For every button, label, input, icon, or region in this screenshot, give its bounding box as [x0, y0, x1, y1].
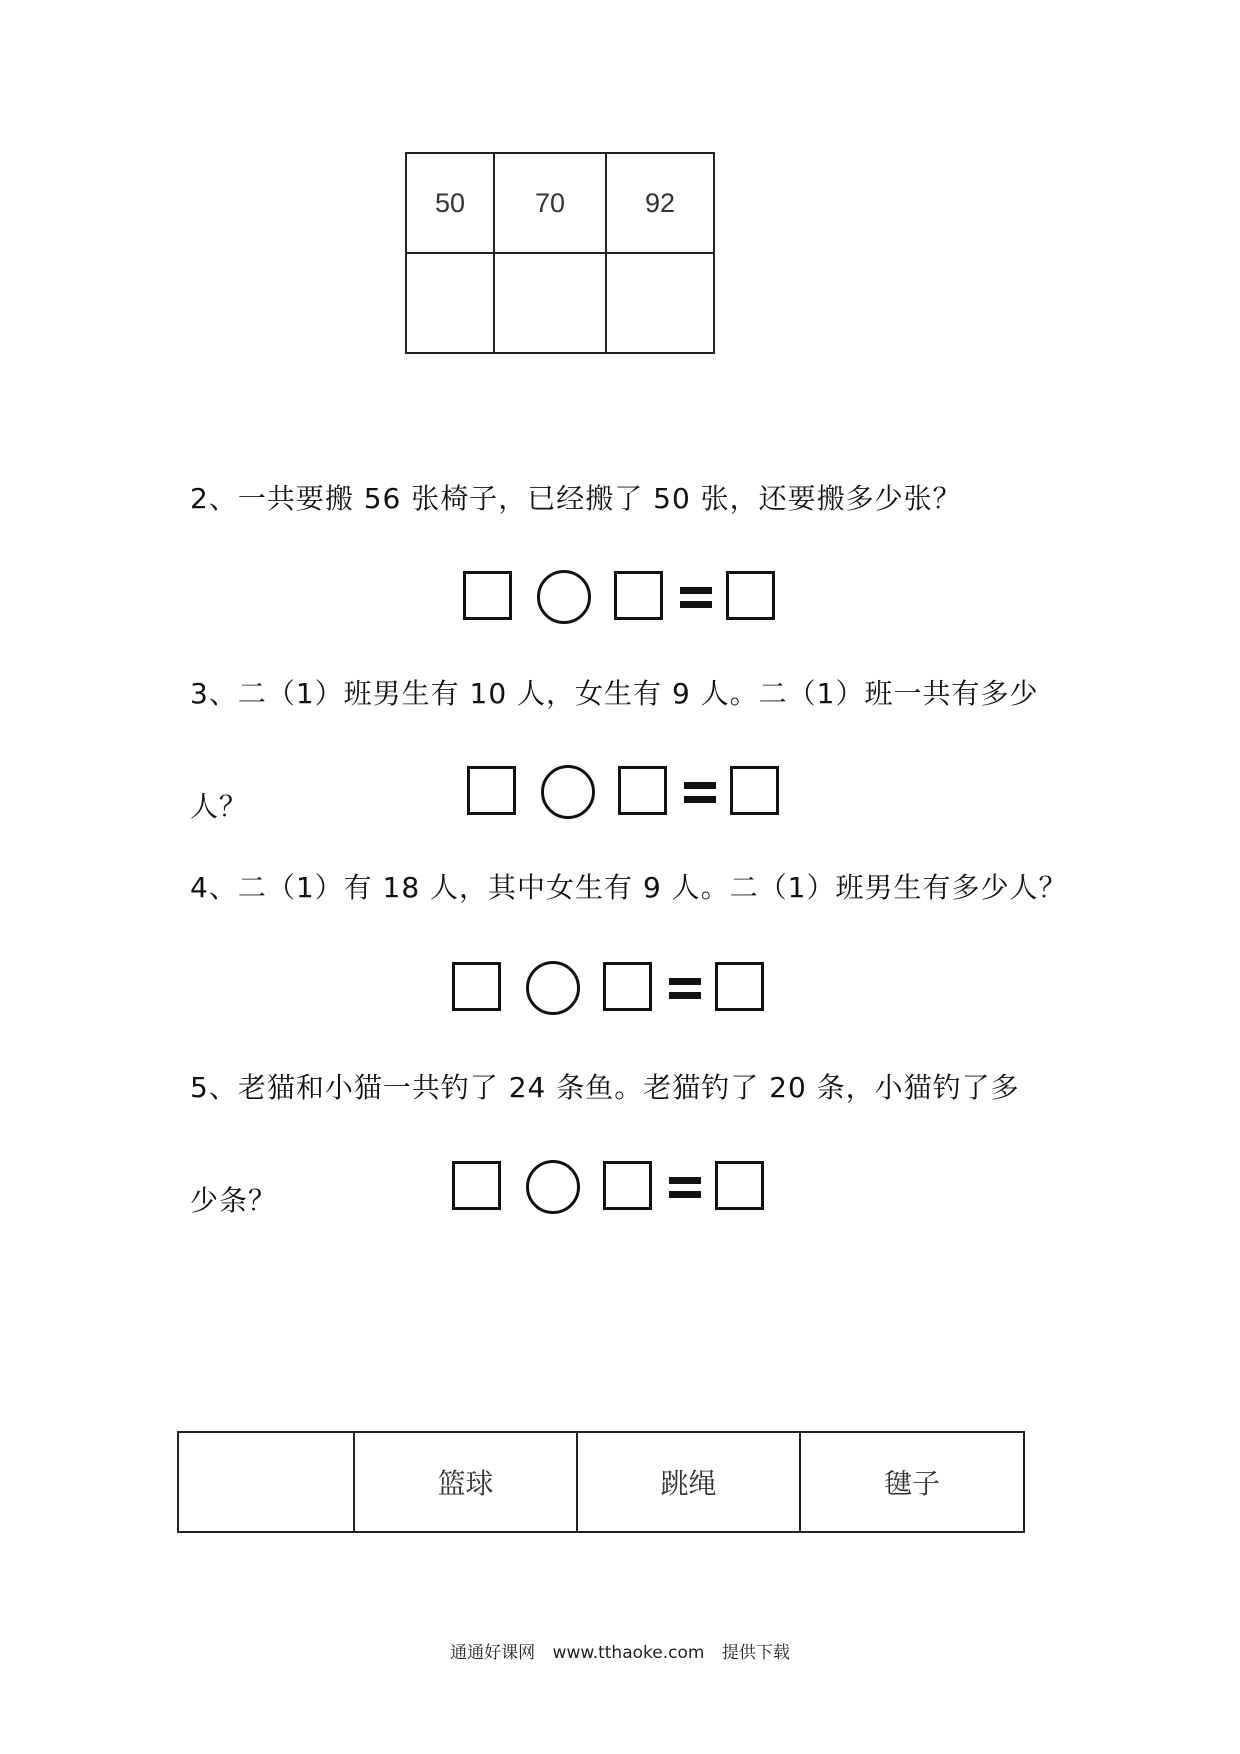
- equation-template-q4: [452, 961, 782, 1017]
- answer-cell[interactable]: [606, 253, 714, 353]
- equals-sign: [680, 587, 712, 609]
- table-row: [406, 153, 714, 253]
- answer-box-operand-2[interactable]: [603, 1161, 652, 1210]
- question-5-text: 5、老猫和小猫一共钓了 24 条鱼。老猫钓了 20 条，小猫钓了多: [190, 1071, 1020, 1104]
- equation-template-q3: [467, 765, 797, 821]
- equation-template-q5: [452, 1160, 782, 1216]
- equals-sign: [684, 782, 716, 804]
- question-2-text: 2、一共要搬 56 张椅子，已经搬了 50 张，还要搬多少张？: [190, 482, 962, 515]
- answer-cell[interactable]: [494, 253, 606, 353]
- table-row: [406, 253, 714, 353]
- sports-table: [177, 1431, 1025, 1533]
- equals-sign: [669, 1177, 701, 1199]
- answer-cell[interactable]: [406, 253, 494, 353]
- answer-box-operand-1[interactable]: [463, 571, 512, 620]
- operator-circle[interactable]: [541, 765, 595, 819]
- answer-box-operand-1[interactable]: [452, 962, 501, 1011]
- answer-box-result[interactable]: [726, 571, 775, 620]
- answer-box-operand-2[interactable]: [614, 571, 663, 620]
- table-cell: 50: [406, 153, 494, 253]
- question-5-continuation: 少条？: [190, 1184, 278, 1217]
- operator-circle[interactable]: [526, 961, 580, 1015]
- table-header-basketball: 篮球: [354, 1432, 577, 1532]
- number-table: [405, 152, 715, 354]
- footer-suffix: 提供下载: [721, 1643, 790, 1663]
- operator-circle[interactable]: [526, 1160, 580, 1214]
- answer-box-result[interactable]: [715, 962, 764, 1011]
- equation-template-q2: [463, 570, 793, 626]
- question-3-continuation: 人？: [190, 790, 249, 823]
- answer-box-result[interactable]: [715, 1161, 764, 1210]
- answer-box-operand-1[interactable]: [452, 1161, 501, 1210]
- table-cell: 92: [606, 153, 714, 253]
- equals-sign: [669, 978, 701, 1000]
- table-row: [178, 1432, 1024, 1532]
- answer-box-result[interactable]: [730, 766, 779, 815]
- table-header-shuttlecock: 毽子: [800, 1432, 1024, 1532]
- answer-box-operand-1[interactable]: [467, 766, 516, 815]
- answer-box-operand-2[interactable]: [618, 766, 667, 815]
- table-header-blank: [178, 1432, 354, 1532]
- table-header-jump-rope: 跳绳: [577, 1432, 800, 1532]
- question-4-text: 4、二（1）有 18 人，其中女生有 9 人。二（1）班男生有多少人？: [190, 871, 1068, 904]
- footer-site-name: 通通好课网: [450, 1643, 536, 1663]
- operator-circle[interactable]: [537, 570, 591, 624]
- question-3-text: 3、二（1）班男生有 10 人，女生有 9 人。二（1）班一共有多少: [190, 677, 1039, 710]
- footer: [0, 1638, 1240, 1663]
- footer-url[interactable]: www.tthaoke.com: [552, 1643, 705, 1663]
- answer-box-operand-2[interactable]: [603, 962, 652, 1011]
- table-cell: 70: [494, 153, 606, 253]
